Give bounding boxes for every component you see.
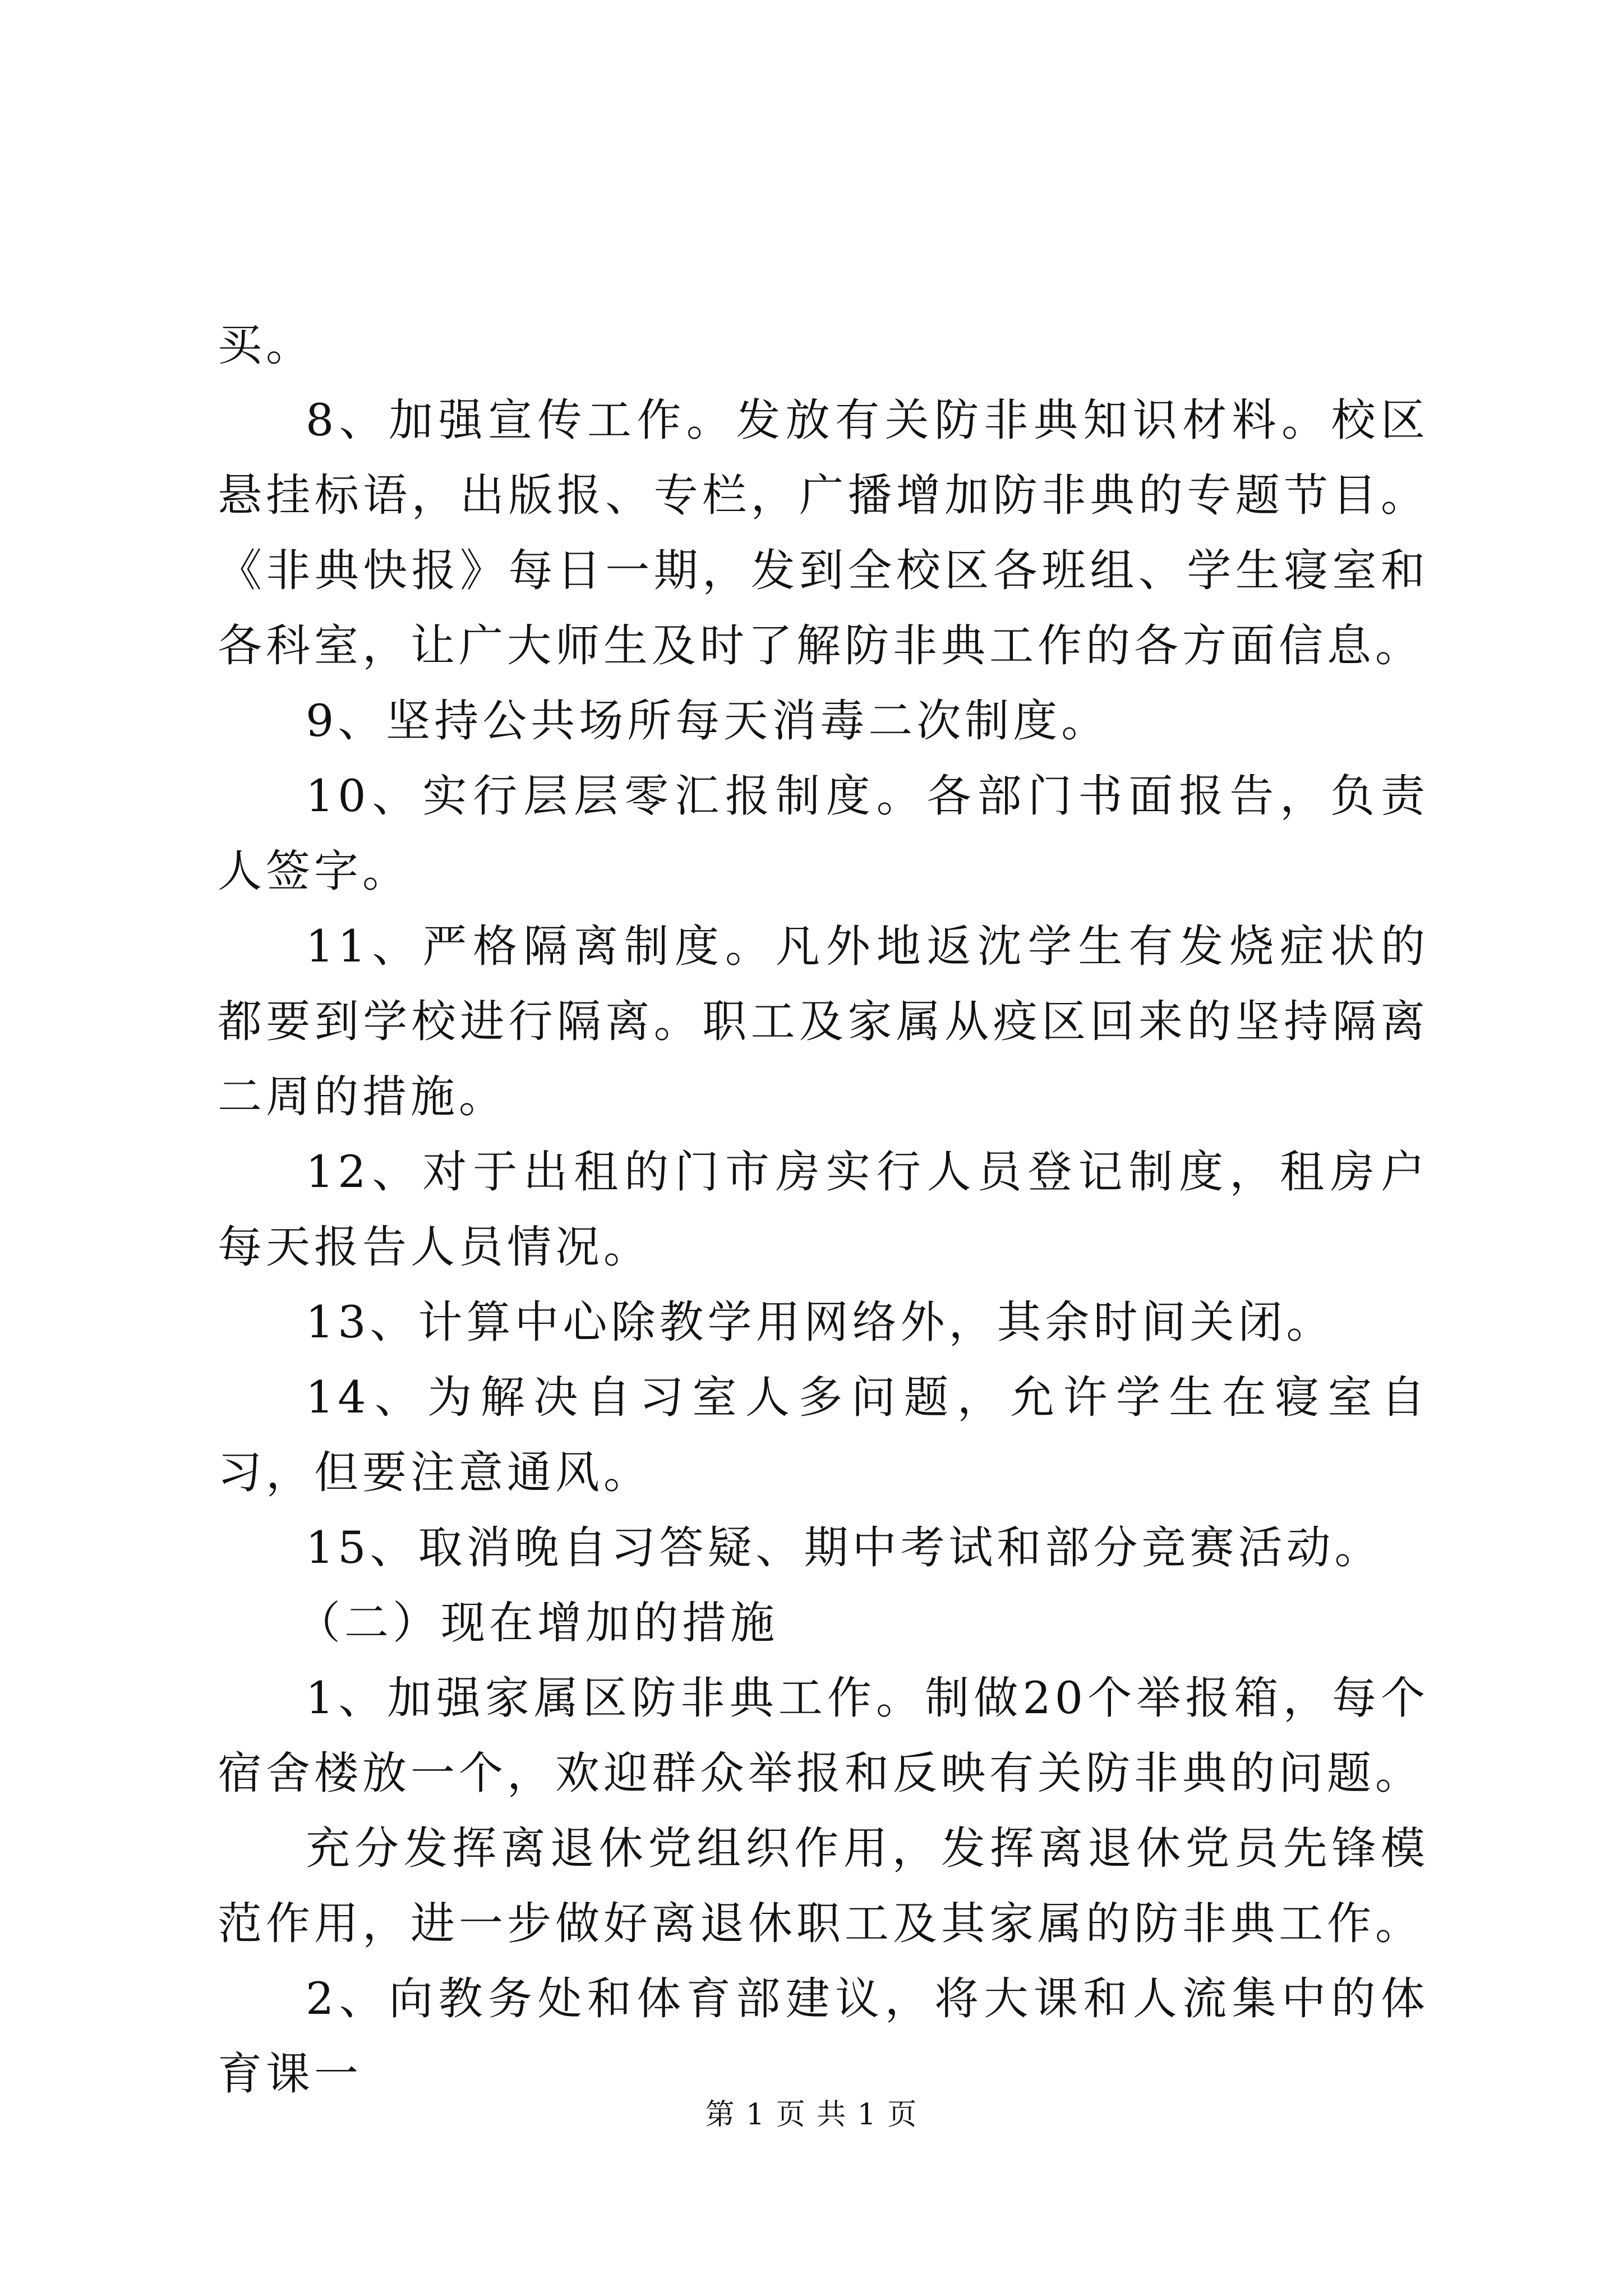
paragraph-item-12: 12、对于出租的门市房实行人员登记制度，租房户每天报告人员情况。 [218, 1146, 1429, 1273]
paragraph-continuation: 买。 [218, 319, 314, 371]
paragraph-item-14: 14、为解决自习室人多问题，允许学生在寝室自习，但要注意通风。 [218, 1372, 1429, 1498]
paragraph-item-8: 8、加强宣传工作。发放有关防非典知识材料。校区悬挂标语，出版报、专栏，广播增加防非典的专题节目。《非典快报》每日一期，发到全校区各班组、学生寝室和各科室，让广大师生及时了解防非典工作的各方面信息。 [218, 394, 1429, 671]
paragraph-item-11: 11、严格隔离制度。凡外地返沈学生有发烧症状的都要到学校进行隔离。职工及家属从疫区回来的坚持隔离二周的措施。 [218, 921, 1429, 1122]
paragraph-retiree-work: 充分发挥离退休党组织作用，发挥离退休党员先锋模范作用，进一步做好离退休职工及其家属的防非典工作。 [218, 1823, 1429, 1949]
paragraph-item-10: 10、实行层层零汇报制度。各部门书面报告，负责人签字。 [218, 770, 1429, 897]
paragraph-item-9: 9、坚持公共场所每天消毒二次制度。 [306, 695, 1110, 747]
document-body [218, 307, 1429, 2111]
paragraph-new-item-2: 2、向教务处和体育部建议，将大课和人流集中的体育课一 [218, 1973, 1429, 2100]
paragraph-new-item-1: 1、加强家属区防非典工作。制做20个举报箱，每个宿舍楼放一个，欢迎群众举报和反映有关防非典的问题。 [218, 1672, 1429, 1799]
section-heading: （二）现在增加的措施 [296, 1597, 778, 1649]
paragraph-item-15: 15、取消晚自习答疑、期中考试和部分竞赛活动。 [306, 1522, 1383, 1573]
page-footer: 第 1 页 共 1 页 [705, 2098, 918, 2132]
paragraph-item-13: 13、计算中心除教学用网络外，其余时间关闭。 [306, 1296, 1335, 1348]
